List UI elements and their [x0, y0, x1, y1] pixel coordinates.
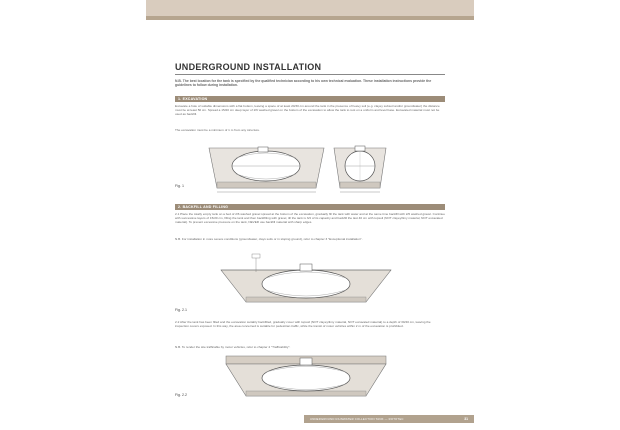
section-2-2-note: N.B. To render the site trafficable by motor vehicles, refer to chapter 4 "Trafficability".	[175, 345, 291, 349]
intro-note: N.B. The best location for the tank is specified by the qualified technician according to his own technical evaluation. These installation instructions provide the guidelines to follow during installation.	[175, 79, 432, 88]
section-2-2-body: 2.2 After the tank has been filled and the excavation suitably backfilled, gradually cover with topsoil (NOT clayey/limy material, NOT excavated material) to a depth of 30/40 cm, leaving the inspection covers exposed. In this way, the area concerned is suitable for pedestrian traffic, while the transit of motor vehicles within 2 m of the excavation is prohibited.	[175, 320, 431, 329]
figure-2-1-label: Fig. 2.1	[175, 308, 187, 312]
header-stripe	[146, 16, 474, 20]
section-2-header	[175, 204, 445, 210]
title-divider	[175, 74, 445, 75]
document-page	[146, 0, 474, 430]
figure-1-drawing	[204, 138, 394, 196]
page-footer	[304, 415, 474, 423]
figure-2-2-drawing	[216, 354, 396, 402]
section-1-title: 1. EXCAVATION	[178, 96, 208, 101]
section-1-header	[175, 96, 445, 102]
section-2-title: 2. BACKFILL AND FILLING	[178, 204, 229, 209]
page-title: UNDERGROUND INSTALLATION	[175, 62, 322, 72]
section-2-1-body: 2.1 Place the totally empty tank on a bed of 2/6 washed gravel spread at the bottom of the excavation, gradually fill the tank with water and at the same time backfill with 2/6 washed gravel. Continue with successive layers of 15/20 cm, filling the tank and then backfilling with gravel, till the tank is 3/4 of its capacity and backfill the last 40 cm with topsoil (NOT clayey/limy material, NOT excavated material). To prevent excessive pressure on the tank, NEVER use backfill material with sharp edges.	[175, 212, 445, 225]
section-1-note: The excavation must be a minimum of 1 m from any structure.	[175, 128, 260, 132]
figure-2-1-drawing	[216, 252, 396, 310]
page-number: 31	[464, 416, 468, 421]
section-1-body: Excavate a hole of suitable dimensions with a flat bottom, leaving a space of at least 20/30 cm around the tank in the presence of heavy soil (e.g. clayey subsoil and/or groundwater) the distance must be at least 50 cm. Spread a 15/20 cm deep layer of 2/6 washed gravel on the bottom of the excavation to allow the tank to rest on a uniform and level base. Excavated material must not be used as backfill.	[175, 104, 440, 117]
header-band	[146, 0, 474, 20]
footer-text: UNDERGROUND RAINWATER COLLECTION TANK — ROTOTEC	[310, 417, 404, 421]
figure-2-2-label: Fig. 2.2	[175, 393, 187, 397]
figure-1-label: Fig. 1	[175, 184, 184, 188]
section-2-1-note: N.B. For installation in more severe conditions (groundwater, clays soils or in sloping ground), refer to chapter 3 "Exceptional installation".	[175, 237, 363, 241]
